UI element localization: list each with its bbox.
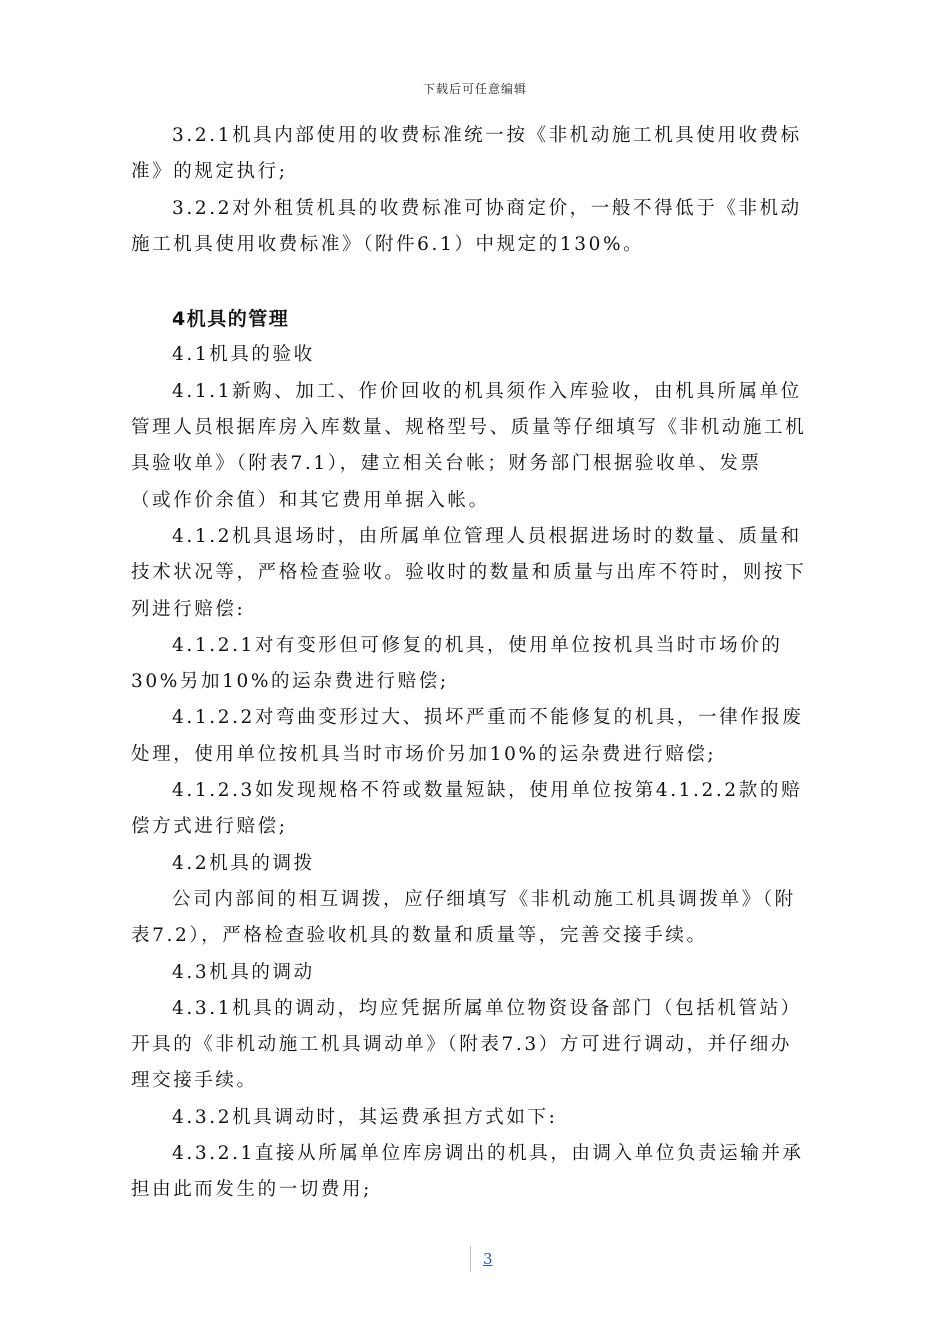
paragraph-line: 4.1机具的验收 bbox=[172, 344, 315, 366]
paragraph bbox=[131, 955, 847, 991]
paragraph-line: 4.3.2.1直接从所属单位库房调出的机具，由调入单位负责运输并承 bbox=[172, 1143, 804, 1165]
paragraph bbox=[131, 628, 847, 701]
paragraph-line: 4机具的管理 bbox=[172, 308, 290, 331]
paragraph-line: 公司内部间的相互调拨，应仔细填写《非机动施工机具调拨单》（附 bbox=[172, 888, 796, 910]
paragraph-line: 4.1.2.2对弯曲变形过大、损坏严重而不能修复的机具，一律作报废 bbox=[172, 707, 804, 729]
paragraph-line: 4.3机具的调动 bbox=[172, 961, 315, 983]
paragraph-line: 偿方式进行赔偿; bbox=[131, 816, 288, 838]
paragraph-line: 担由此而发生的一切费用; bbox=[131, 1179, 372, 1201]
paragraph-line: （或作价余值）和其它费用单据入帐。 bbox=[131, 489, 490, 511]
paragraph-line: 4.1.2.3如发现规格不符或数量短缺，使用单位按第4.1.2.2款的赔 bbox=[172, 780, 803, 802]
paragraph bbox=[131, 700, 847, 773]
paragraph-line: 准》的规定执行; bbox=[131, 161, 288, 183]
paragraph-line: 管理人员根据库房入库数量、规格型号、质量等仔细填写《非机动施工机 bbox=[131, 417, 807, 439]
paragraph bbox=[131, 337, 847, 373]
section-gap bbox=[131, 263, 847, 301]
paragraph-line: 技术状况等，严格检查验收。验收时的数量和质量与出库不符时，则按下 bbox=[131, 562, 807, 584]
paragraph bbox=[131, 374, 847, 519]
paragraph bbox=[131, 191, 847, 264]
paragraph-line: 具验收单》（附表7.1），建立相关台帐；财务部门根据验收单、发票 bbox=[131, 453, 762, 475]
paragraph-line: 30%另加10%的运杂费进行赔偿; bbox=[131, 671, 449, 693]
paragraph bbox=[131, 1100, 847, 1136]
paragraph-line: 4.2机具的调拨 bbox=[172, 852, 315, 874]
paragraph-line: 3.2.1机具内部使用的收费标准统一按《非机动施工机具使用收费标 bbox=[172, 125, 802, 146]
page-number: 3 bbox=[470, 1246, 493, 1272]
paragraph bbox=[131, 1136, 847, 1209]
page-header: 下载后可任意编辑 bbox=[422, 82, 527, 96]
paragraph-line: 理交接手续。 bbox=[131, 1070, 258, 1092]
paragraph bbox=[131, 118, 847, 191]
paragraph-line: 施工机具使用收费标准》（附件6.1）中规定的130%。 bbox=[131, 233, 645, 255]
paragraph-line: 开具的《非机动施工机具调动单》（附表7.3）方可进行调动，并仔细办 bbox=[131, 1034, 792, 1056]
paragraph bbox=[131, 882, 847, 955]
paragraph bbox=[131, 773, 847, 846]
paragraph-line: 4.1.2机具退场时，由所属单位管理人员根据进场时的数量、质量和 bbox=[172, 525, 802, 547]
paragraph-line: 4.1.1新购、加工、作价回收的机具须作入库验收，由机具所属单位 bbox=[172, 380, 802, 402]
paragraph-line: 4.3.2机具调动时，其运费承担方式如下: bbox=[172, 1106, 558, 1128]
paragraph-line: 3.2.2对外租赁机具的收费标准可协商定价，一般不得低于《非机动 bbox=[172, 197, 802, 219]
paragraph-line: 处理，使用单位按机具当时市场价另加10%的运杂费进行赔偿; bbox=[131, 743, 717, 765]
document-body bbox=[131, 118, 847, 1209]
section-heading bbox=[131, 301, 847, 337]
paragraph-line: 4.1.2.1对有变形但可修复的机具，使用单位按机具当时市场价的 bbox=[172, 634, 783, 656]
paragraph bbox=[131, 519, 847, 628]
paragraph-line: 4.3.1机具的调动，均应凭据所属单位物资设备部门（包括机管站） bbox=[172, 997, 802, 1019]
paragraph bbox=[131, 846, 847, 882]
paragraph-line: 列进行赔偿: bbox=[131, 598, 246, 620]
paragraph-line: 表7.2），严格检查验收机具的数量和质量等，完善交接手续。 bbox=[131, 925, 708, 947]
paragraph bbox=[131, 991, 847, 1100]
